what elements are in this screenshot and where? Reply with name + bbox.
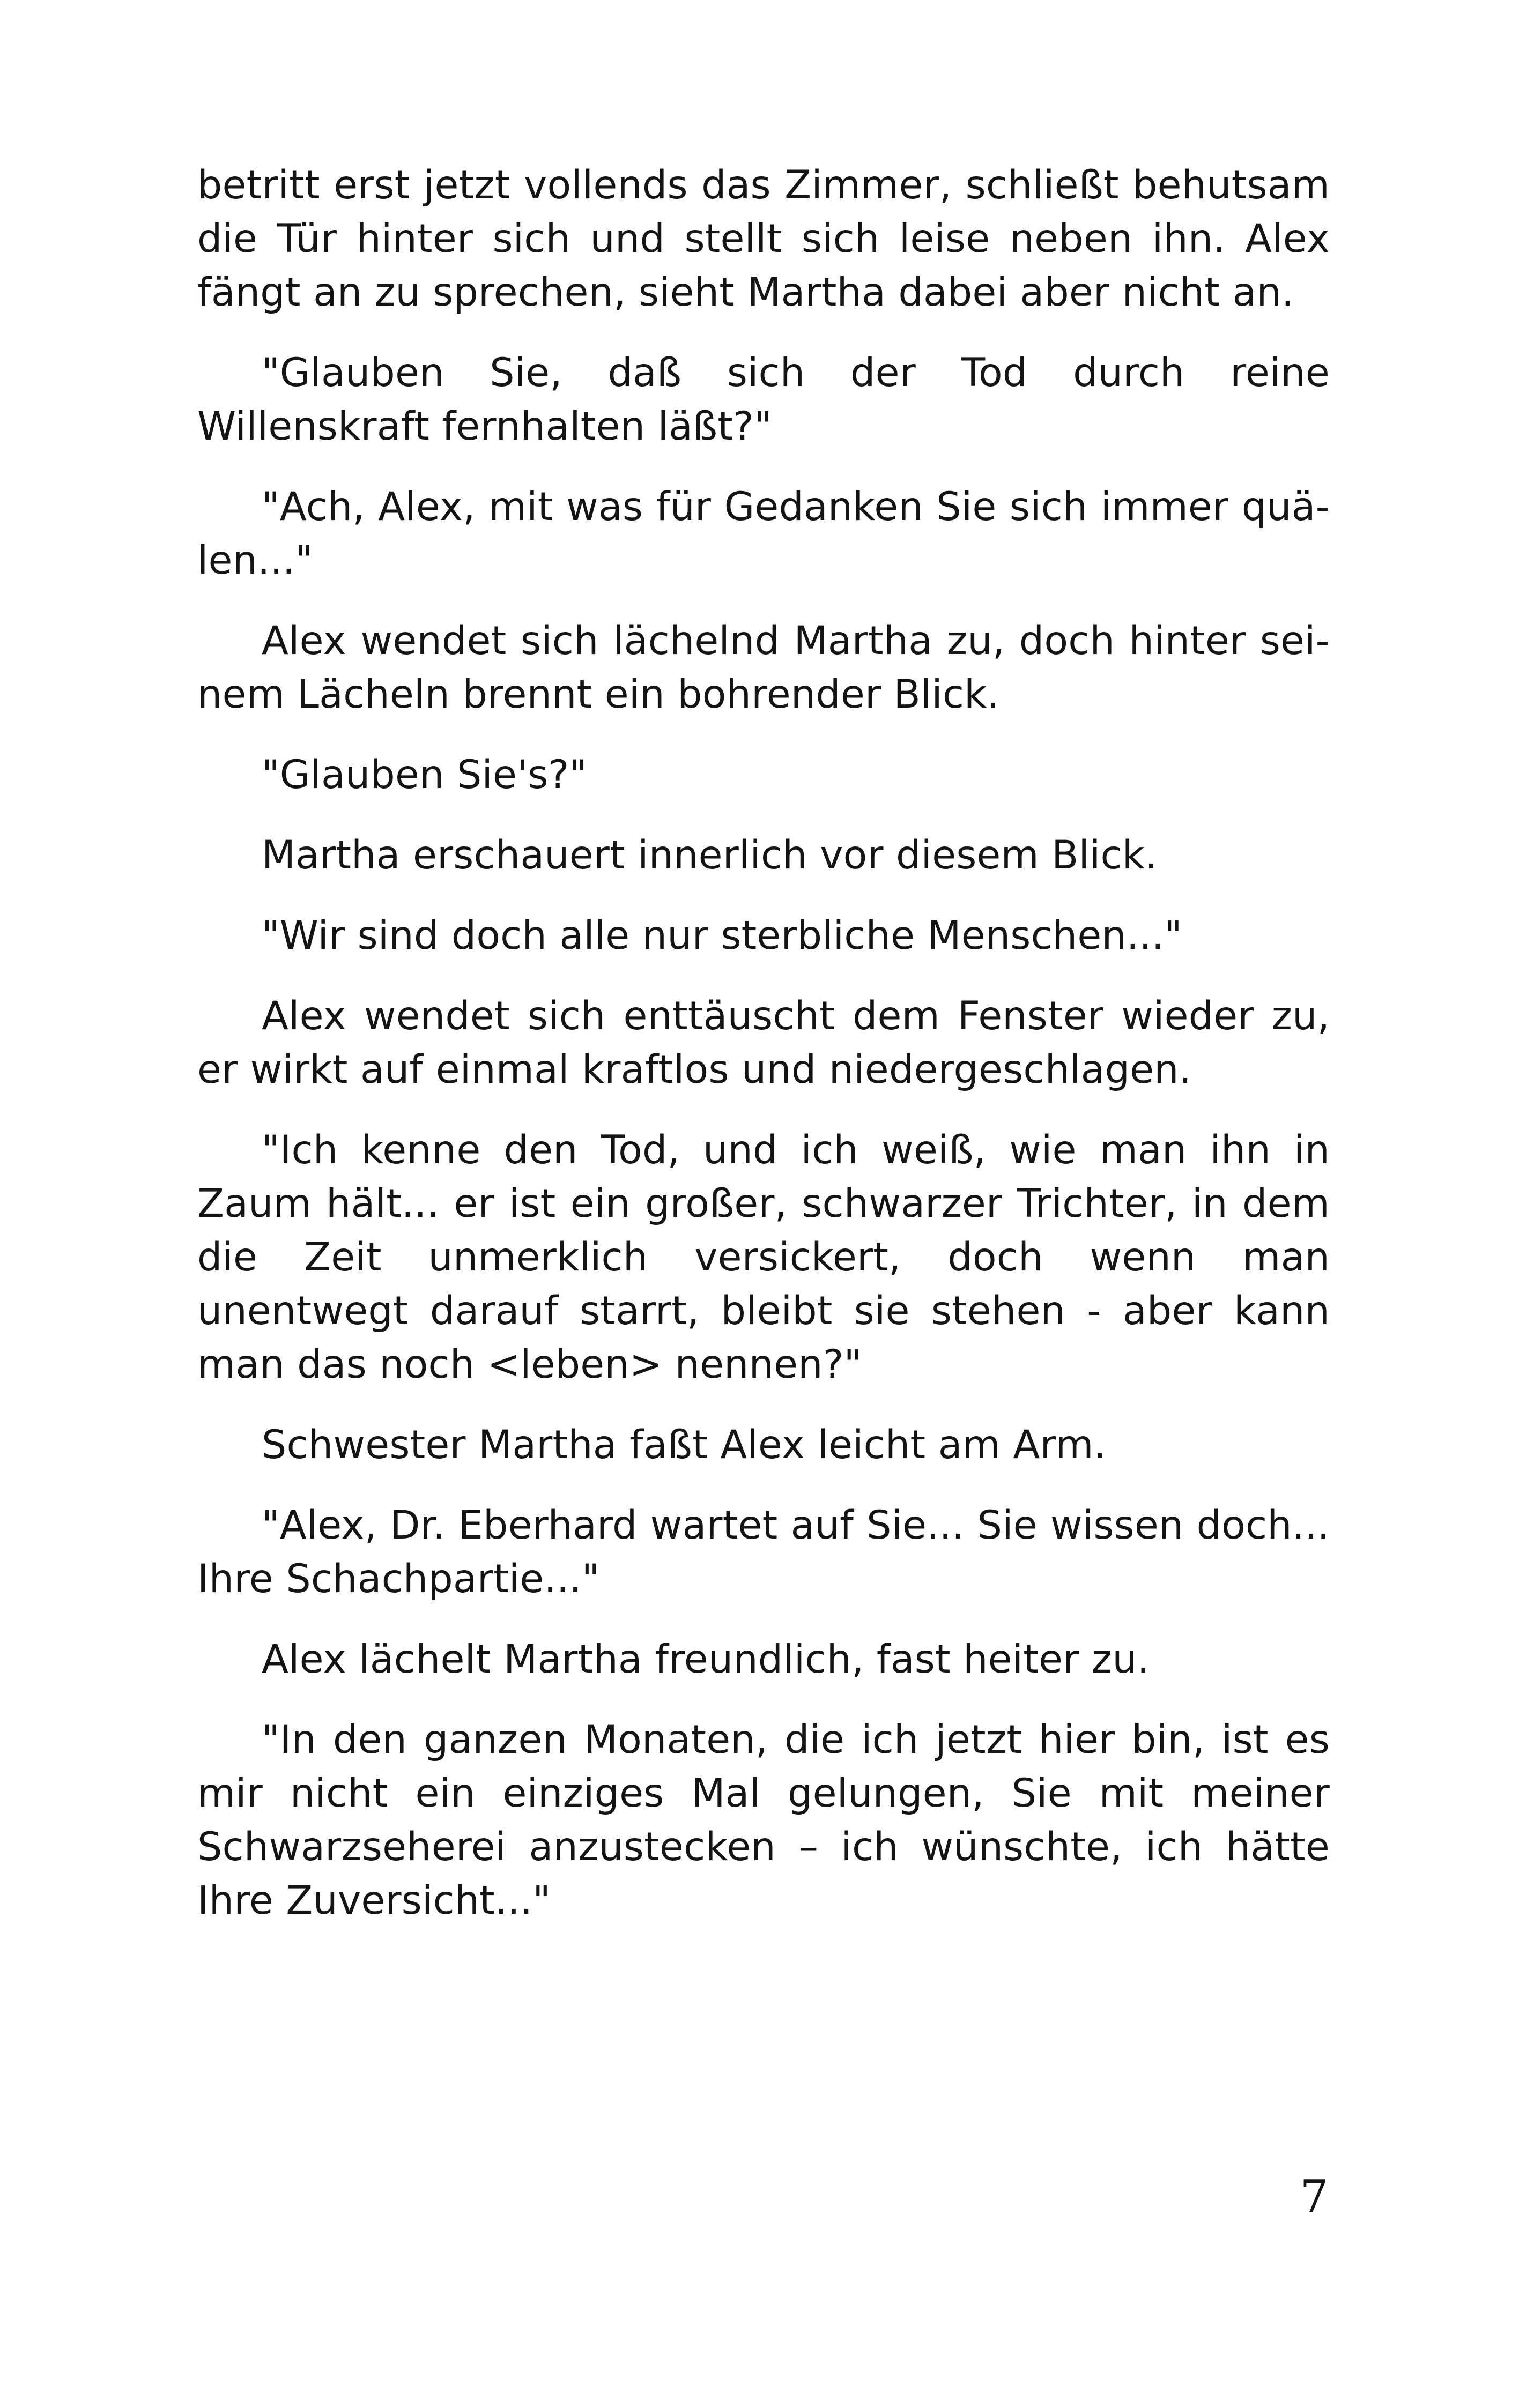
paragraph: "Alex, Dr. Eberhard wartet auf Sie... Sie wissen doch... Ihre Schachpartie..." [197,1503,1330,1602]
paragraph: "Ich kenne den Tod, und ich weiß, wie man ihn in Zaum hält... er ist ein großer, schwarzer Trichter, in dem die Zeit unmerklich versickert, doch wenn man unentwegt darauf starrt, bleibt sie stehen - aber kann man das noch <leben> nennen?" [197,1127,1330,1387]
paragraph: "Glauben Sie, daß sich der Tod durch reine Willenskraft fernhalten läßt?" [197,350,1330,449]
paragraph: Martha erschauert innerlich vor diesem Blick. [262,833,1158,878]
paragraph: Schwester Martha faßt Alex leicht am Arm. [262,1422,1107,1468]
paragraph: "Ach, Alex, mit was für Gedanken Sie sich immer quälen..." [197,484,1330,583]
paragraph: Alex lächelt Martha freundlich, fast heiter zu. [262,1637,1150,1682]
paragraph: Alex wendet sich lächelnd Martha zu, doch hinter seinem Lächeln brennt ein bohrender Blick. [197,618,1330,717]
paragraph: "In den ganzen Monaten, die ich jetzt hier bin, ist es mir nicht ein einziges Mal gelungen, Sie mit meiner Schwarzseherei anzustecken – ich wünschte, ich hätte Ihre Zuversicht..." [197,1717,1330,1923]
body-text [197,159,1330,1954]
paragraph: "Wir sind doch alle nur sterbliche Menschen..." [262,913,1182,958]
paragraph: "Glauben Sie's?" [262,752,588,798]
paragraph: Alex wendet sich enttäuscht dem Fenster wieder zu, er wirkt auf einmal kraftlos und niedergeschlagen. [197,993,1330,1092]
paragraph: betritt erst jetzt vollends das Zimmer, schließt behutsam die Tür hinter sich und stellt sich leise neben ihn. Alex fängt an zu sprechen, sieht Martha dabei aber nicht an. [197,162,1330,315]
page-number: 7 [1300,2171,1329,2223]
